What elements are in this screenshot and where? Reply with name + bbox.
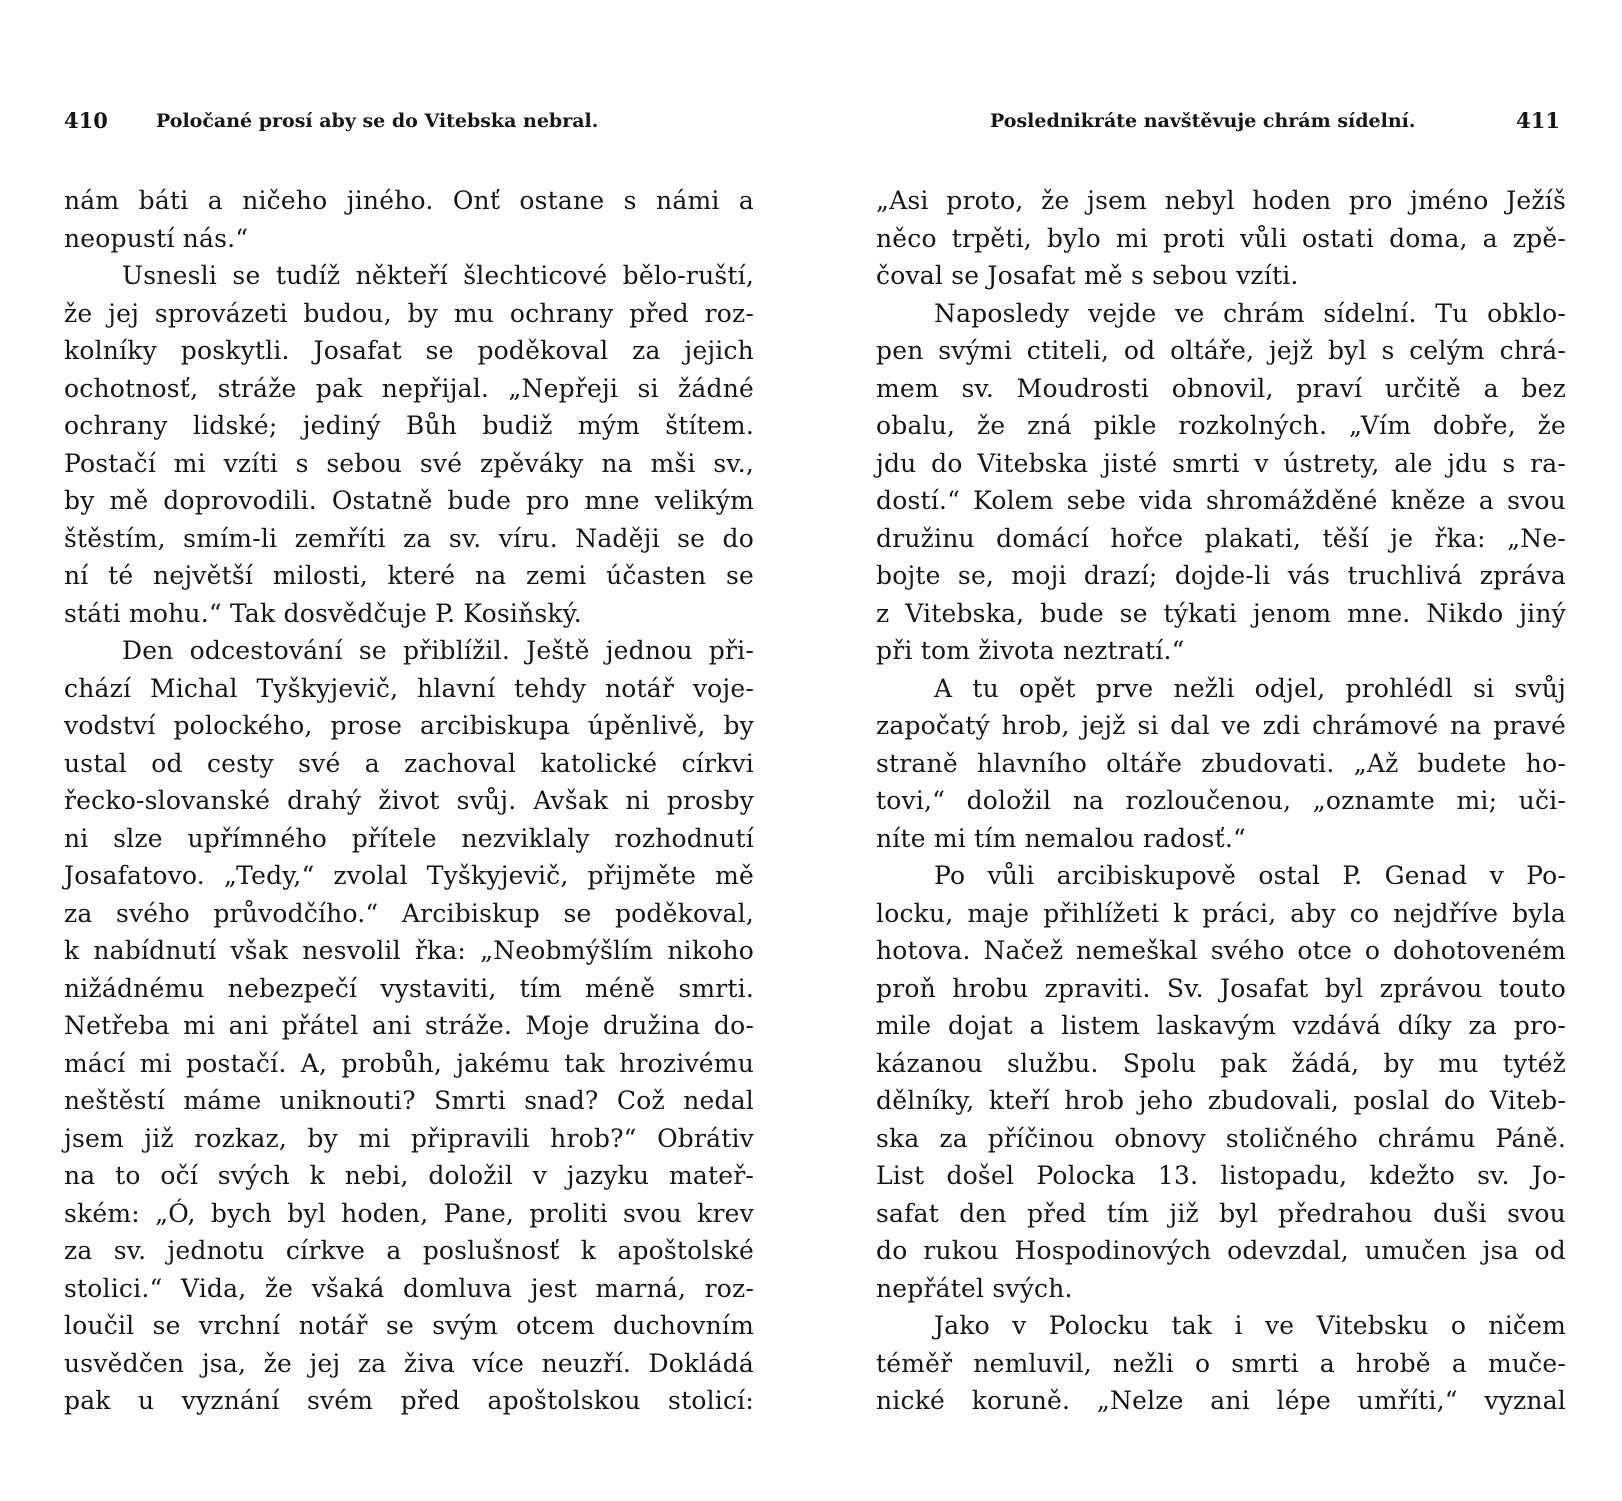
text-line: ustal od cesty své a zachoval katolické církvi	[64, 748, 754, 778]
text-line: proň hrobu zpraviti. Sv. Josafat byl zprávou touto	[876, 973, 1566, 1003]
text-line: dělníky, kteří hrob jeho zbudovali, poslal do Viteb-	[876, 1086, 1566, 1115]
running-head-title-left: Poločané prosí aby se do Vitebska nebral.	[156, 110, 599, 132]
page-body-right	[876, 182, 1566, 1420]
text-line: dostí.“ Kolem sebe vida shromážděné kněze a svou	[876, 486, 1566, 515]
running-head-left	[64, 108, 754, 134]
text-line: na to očí svých k nebi, doložil v jazyku mateř-	[64, 1161, 754, 1190]
text-line: obalu, že zná pikle rozkolných. „Vím dobře, že	[876, 411, 1566, 440]
text-line: že jej sprovázeti budou, by mu ochrany před roz-	[64, 298, 754, 328]
text-line: Po vůli arcibiskupově ostal P. Genad v Po-	[934, 861, 1566, 890]
text-line: „Asi proto, že jsem nebyl hoden pro jméno Ježíš	[876, 186, 1566, 215]
text-line: z Vitebska, bude se týkati jenom mne. Nikdo jiný	[876, 598, 1566, 628]
running-head-right	[876, 108, 1566, 134]
text-line: vodství polockého, prose arcibiskupa úpěnlivě, by	[64, 711, 754, 740]
text-line: nám báti a ničeho jiného. Onť ostane s námi a	[64, 186, 754, 215]
text-line: locku, maje přihlížeti k práci, aby co nejdříve byla	[876, 898, 1566, 928]
text-line: něco trpěti, bylo mi proti vůli ostati doma, a zpě-	[876, 223, 1566, 253]
text-line: za sv. jednotu církve a poslušnosť k apoštolské	[64, 1236, 754, 1265]
text-line: tovi,“ doložil na rozloučenou, „oznamte mi; uči-	[876, 786, 1566, 815]
text-line: mile dojat a listem laskavým vzdává díky za pro-	[876, 1011, 1566, 1040]
text-line: ni slze upřímného přítele nezviklaly rozhodnutí	[64, 823, 754, 853]
text-line: neopustí nás.“	[64, 223, 249, 253]
text-line: nické koruně. „Nelze ani lépe umříti,“ vyznal	[876, 1386, 1566, 1415]
text-line: Den odcestování se přiblížil. Ještě jednou při-	[122, 636, 754, 665]
text-line: chází Michal Tyškyjevič, hlavní tehdy notář voje-	[64, 673, 754, 703]
text-line: započatý hrob, jejž si dal ve zdi chrámové na pravé	[876, 711, 1566, 740]
text-line: List došel Polocka 13. listopadu, kdežto sv. Jo-	[876, 1161, 1566, 1190]
text-line: čoval se Josafat mě s sebou vzíti.	[876, 261, 1299, 290]
page-number-right: 411	[1516, 108, 1560, 133]
text-line: štěstím, smím-li zemříti za sv. víru. Naději se do	[64, 523, 754, 553]
text-line: Netřeba mi ani přátel ani stráže. Moje družina do-	[64, 1011, 754, 1040]
text-line: státi mohu.“ Tak dosvědčuje P. Kosiňský.	[64, 598, 582, 628]
text-line: řecko-slovanské drahý život svůj. Avšak ni prosby	[64, 786, 754, 815]
text-line: by mě doprovodili. Ostatně bude pro mne velikým	[64, 486, 754, 515]
page-number-left: 410	[64, 108, 108, 133]
text-line: ochotnosť, stráže pak nepřijal. „Nepřeji si žádné	[64, 373, 754, 403]
text-line: ském: „Ó, bych byl hoden, Pane, proliti svou krev	[64, 1198, 754, 1228]
text-line: téměř nemluvil, nežli o smrti a hrobě a muče-	[876, 1348, 1566, 1378]
text-line: ní té největší milosti, které na zemi účasten se	[64, 561, 754, 590]
text-line: neštěstí máme uniknouti? Smrti snad? Což nedal	[64, 1086, 754, 1115]
text-line: mácí mi postačí. A, probůh, jakému tak hrozivému	[64, 1048, 754, 1078]
text-line: jdu do Vitebska jisté smrti v ústrety, ale jdu s ra-	[876, 448, 1566, 478]
text-line: za svého průvodčího.“ Arcibiskup se poděkoval,	[64, 898, 754, 928]
text-line: při tom života neztratí.“	[876, 636, 1185, 665]
text-line: k nabídnutí však nesvolil řka: „Neobmýšlím nikoho	[64, 936, 754, 965]
text-line: Jako v Polocku tak i ve Vitebsku o ničem	[934, 1311, 1566, 1340]
text-line: kázanou službu. Spolu pak žádá, by mu tytéž	[876, 1048, 1566, 1078]
text-line: nepřátel svých.	[876, 1273, 1073, 1303]
text-line: safat den před tím již byl předrahou duši svou	[876, 1198, 1566, 1228]
text-line: ochrany lidské; jediný Bůh budiž mým štítem.	[64, 411, 754, 440]
text-line: loučil se vrchní notář se svým otcem duchovním	[64, 1311, 754, 1340]
text-line: Josafatovo. „Tedy,“ zvolal Tyškyjevič, přijměte mě	[64, 861, 754, 890]
text-line: bojte se, moji drazí; dojde-li vás truchlivá zpráva	[876, 561, 1566, 590]
text-line: Postačí mi vzíti s sebou své zpěváky na mši sv.,	[64, 448, 754, 478]
text-line: jsem již rozkaz, by mi připravili hrob?“ Obrátiv	[64, 1123, 754, 1153]
text-line: stolici.“ Vida, že všaká domluva jest marná, roz-	[64, 1273, 754, 1303]
text-line: do rukou Hospodinových odevzdal, umučen jsa od	[876, 1236, 1566, 1265]
running-head-title-right: Poslednikráte navštěvuje chrám sídelní.	[990, 110, 1416, 132]
text-line: ska za příčinou obnovy stoličného chrámu Páně.	[876, 1123, 1566, 1153]
text-line: straně hlavního oltáře zbudovati. „Až budete ho-	[876, 748, 1566, 778]
text-line: hotova. Načež nemeškal svého otce o dohotoveném	[876, 936, 1566, 965]
text-line: nižádnému nebezpečí vystaviti, tím méně smrti.	[64, 973, 754, 1003]
page-body-left	[64, 182, 754, 1420]
text-line: kolníky poskytli. Josafat se poděkoval za jejich	[64, 336, 754, 365]
text-line: pen svými ctiteli, od oltáře, jejž byl s celým chrá-	[876, 336, 1566, 365]
text-line: družinu domácí hořce plakati, těší je řka: „Ne-	[876, 523, 1566, 553]
text-line: níte mi tím nemalou radosť.“	[876, 823, 1246, 853]
text-line: mem sv. Moudrosti obnovil, praví určitě a bez	[876, 373, 1566, 403]
text-line: usvědčen jsa, že jej za živa více neuzří. Dokládá	[64, 1348, 754, 1378]
text-line: Usnesli se tudíž někteří šlechticové bělo-ruští,	[122, 261, 754, 290]
text-line: Naposledy vejde ve chrám sídelní. Tu obklo-	[934, 298, 1566, 328]
text-line: A tu opět prve nežli odjel, prohlédl si svůj	[934, 673, 1566, 703]
text-line: pak u vyznání svém před apoštolskou stolicí:	[64, 1386, 754, 1415]
